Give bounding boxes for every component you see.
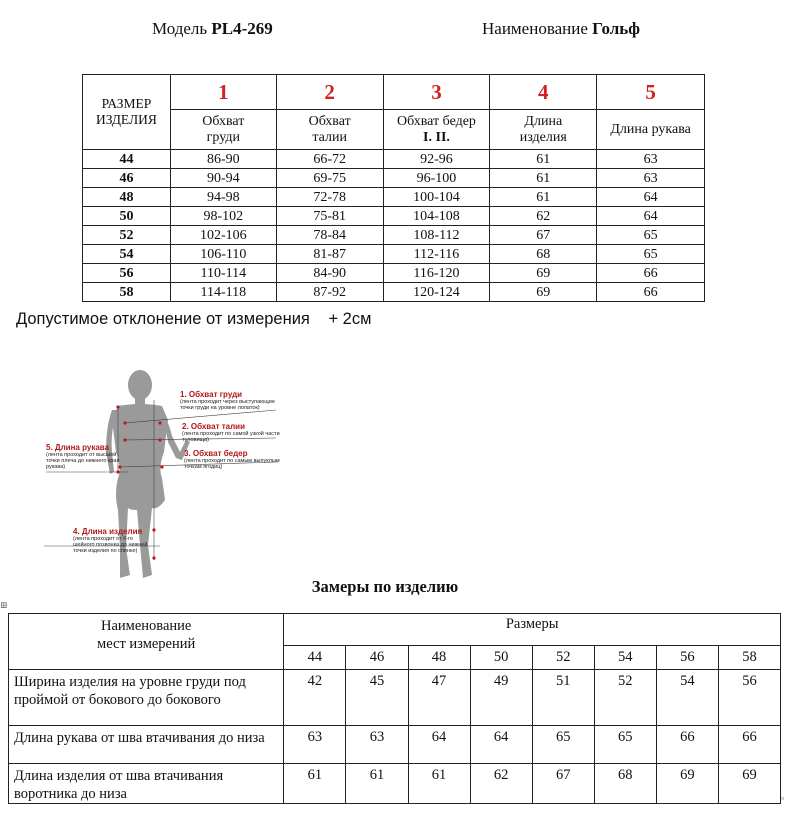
value-cell: 68 [594,764,656,804]
value-cell: 47 [408,670,470,726]
value-cell: 64 [470,726,532,764]
value-cell: 110-114 [170,264,276,283]
value-cell: 52 [594,670,656,726]
annotation-title: 5. Длина рукава [46,443,110,452]
col-label [597,110,705,150]
value-cell: 63 [284,726,346,764]
size-header-cell: 52 [532,646,594,670]
annotation-length [73,527,149,554]
col-number: 3 [383,75,490,110]
row-label: Ширина изделия на уровне груди под проймой от бокового до бокового [9,670,284,726]
value-cell: 66 [597,264,705,283]
size-cell: 56 [83,264,171,283]
table-row [83,283,705,302]
value-cell: 66 [718,726,780,764]
annotation-title: 2. Обхват талии [182,422,245,431]
value-cell: 65 [594,726,656,764]
value-cell: 61 [490,169,597,188]
col-number: 4 [490,75,597,110]
col-label-text: Обхват талии [308,113,351,145]
value-cell: 96-100 [383,169,490,188]
size-table [82,74,705,302]
annotation-hips [184,449,290,470]
value-cell: 67 [532,764,594,804]
size-cell: 58 [83,283,171,302]
value-cell: 114-118 [170,283,276,302]
size-header-cell: 54 [594,646,656,670]
size-cell: 54 [83,245,171,264]
value-cell: 104-108 [383,207,490,226]
col-label-text: Обхват бедер [397,113,476,129]
value-cell: 68 [490,245,597,264]
value-cell: 75-81 [276,207,383,226]
model-heading [152,19,273,39]
value-cell: 63 [597,150,705,169]
tolerance-value: + 2см [328,310,372,328]
header-place-names [9,614,284,670]
value-cell: 86-90 [170,150,276,169]
value-cell: 69 [718,764,780,804]
annotation-note: (лента проходит от высшей точки плеча до нижнего края рукава) [46,452,120,470]
col-label [170,110,276,150]
value-cell: 65 [532,726,594,764]
col-number: 1 [170,75,276,110]
value-cell: 61 [490,188,597,207]
col-number: 2 [276,75,383,110]
value-cell: 100-104 [383,188,490,207]
size-header-cell: 56 [656,646,718,670]
row-label: Длина рукава от шва втачивания до низа [9,726,284,764]
size-header-cell: 46 [346,646,408,670]
value-cell: 65 [597,226,705,245]
value-cell: 69 [656,764,718,804]
table-move-icon[interactable]: ⊞ [0,600,8,610]
value-cell: 94-98 [170,188,276,207]
name-heading [482,19,640,39]
value-cell: 63 [597,169,705,188]
size-cell: 48 [83,188,171,207]
annotation-waist [182,422,282,443]
header-sizes: Размеры [284,614,781,646]
value-cell: 84-90 [276,264,383,283]
size-cell: 52 [83,226,171,245]
value-cell: 78-84 [276,226,383,245]
value-cell: 69 [490,264,597,283]
annotation-title: 4. Длина изделия [73,527,143,536]
table-row [83,169,705,188]
value-cell: 98-102 [170,207,276,226]
value-cell: 42 [284,670,346,726]
model-label: Модель [152,19,208,38]
value-cell: 90-94 [170,169,276,188]
name-value: Гольф [592,19,641,38]
size-header-cell: 58 [718,646,780,670]
value-cell: 56 [718,670,780,726]
table-row [9,764,781,804]
value-cell: 69 [490,283,597,302]
value-cell: 87-92 [276,283,383,302]
col-label-text: Длина рукава [610,121,691,137]
col-label-text: Длина изделия [519,113,567,145]
col-number: 5 [597,75,705,110]
value-cell: 62 [490,207,597,226]
size-header-cell: 48 [408,646,470,670]
measure-title: Замеры по изделию [311,577,459,596]
value-cell: 61 [284,764,346,804]
table-row [83,245,705,264]
size-cell: 44 [83,150,171,169]
value-cell: 108-112 [383,226,490,245]
col-label-text: Обхват груди [202,113,245,145]
size-cell: 46 [83,169,171,188]
value-cell: 72-78 [276,188,383,207]
table-row [9,726,781,764]
table-row [83,188,705,207]
value-cell: 61 [408,764,470,804]
col-label [383,110,490,150]
size-header-cell: 44 [284,646,346,670]
value-cell: 66-72 [276,150,383,169]
annotation-title: 1. Обхват груди [180,390,243,399]
size-header-cell: 50 [470,646,532,670]
tolerance-text: Допустимое отклонение от измерения [16,310,310,328]
value-cell: 51 [532,670,594,726]
col-label [276,110,383,150]
value-cell: 45 [346,670,408,726]
value-cell: 54 [656,670,718,726]
value-cell: 102-106 [170,226,276,245]
value-cell: 61 [490,150,597,169]
annotation-sleeve [46,443,120,470]
measurements-table [8,613,781,804]
table-resize-icon[interactable]: ▫ [781,793,785,803]
col-label-bold: I. II. [423,129,450,145]
value-cell: 62 [470,764,532,804]
row-label: Длина изделия от шва втачивания воротника до низа [9,764,284,804]
table-row [83,264,705,283]
value-cell: 65 [597,245,705,264]
value-cell: 64 [408,726,470,764]
tolerance-note [16,310,371,329]
value-cell: 61 [346,764,408,804]
annotation-chest [180,390,290,411]
size-cell: 50 [83,207,171,226]
value-cell: 63 [346,726,408,764]
value-cell: 66 [597,283,705,302]
annotation-note: (лента проходит через выступающие точки груди на уровне лопаток) [180,399,275,411]
annotation-title: 3. Обхват бедер [184,449,248,458]
value-cell: 67 [490,226,597,245]
table-row [9,670,781,726]
table-row [83,207,705,226]
value-cell: 116-120 [383,264,490,283]
value-cell: 49 [470,670,532,726]
value-cell: 92-96 [383,150,490,169]
table-row [83,226,705,245]
value-cell: 112-116 [383,245,490,264]
col-label [490,110,597,150]
value-cell: 69-75 [276,169,383,188]
table-row [83,150,705,169]
value-cell: 81-87 [276,245,383,264]
value-cell: 106-110 [170,245,276,264]
value-cell: 64 [597,188,705,207]
annotation-note: (лента проходит по самым выпуклым точкам ягодиц) [184,458,280,470]
value-cell: 120-124 [383,283,490,302]
value-cell: 64 [597,207,705,226]
size-header: РАЗМЕР ИЗДЕЛИЯ [83,75,171,150]
header-place-names-text: Наименование мест измерений [97,618,196,652]
annotation-note: (лента проходит от 6-го шейного позвонка до нижней точки изделия по спинке) [73,536,148,554]
value-cell: 66 [656,726,718,764]
name-label: Наименование [482,19,588,38]
annotation-note: (лента проходит по самой узкой части туловища) [182,431,280,443]
model-value: PL4-269 [211,19,273,38]
